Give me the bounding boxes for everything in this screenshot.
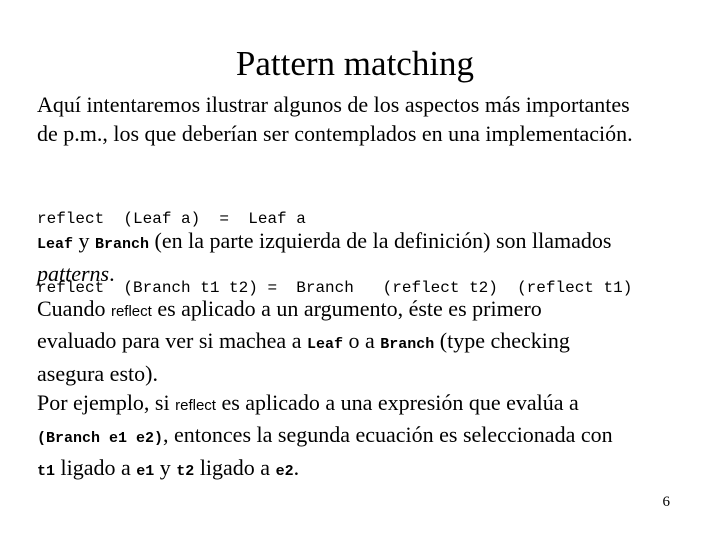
text-segment: asegura esto). xyxy=(37,361,158,386)
intro-line-2: de p.m., los que deberían ser contemplados en una implementación. xyxy=(37,121,633,146)
text-segment: es aplicado a un argumento, éste es primero xyxy=(151,296,542,321)
intro-line-1: Aquí intentaremos ilustrar algunos de los aspectos más importantes xyxy=(37,92,630,117)
code-t2: t2 xyxy=(176,463,195,480)
text-rest: (en la parte izquierda de la definición) son llamados xyxy=(149,228,612,253)
text-segment: . xyxy=(293,455,300,480)
text-segment: (type checking xyxy=(434,328,570,353)
code-e1: e1 xyxy=(136,463,155,480)
code-branch: Branch xyxy=(380,336,435,353)
text-patterns: patterns xyxy=(37,261,110,286)
code-leaf: Leaf xyxy=(306,336,343,353)
patterns-paragraph xyxy=(37,226,697,288)
intro-paragraph xyxy=(37,90,697,148)
text-segment: ligado a xyxy=(194,455,276,480)
code-expression: (Branch e1 e2) xyxy=(37,430,164,447)
code-t1: t1 xyxy=(37,463,56,480)
text-segment: , entonces la segunda ecuación es seleccionada con xyxy=(163,422,613,447)
cuando-paragraph xyxy=(37,294,697,486)
text-segment: o a xyxy=(342,328,381,353)
text-segment: Por ejemplo, si xyxy=(37,390,176,415)
code-e2: e2 xyxy=(275,463,294,480)
slide-title: Pattern matching xyxy=(235,44,475,83)
text-y: y xyxy=(73,228,96,253)
text-segment: evaluado para ver si machea a xyxy=(37,328,307,353)
text-segment: es aplicado a una expresión que evalúa a xyxy=(215,390,579,415)
text-cuando: Cuando xyxy=(37,296,111,321)
code-reflect: reflect xyxy=(110,303,152,320)
code-reflect: reflect xyxy=(175,397,216,414)
text-segment: ligado a xyxy=(55,455,137,480)
page-number: 6 xyxy=(662,494,670,510)
code-branch: Branch xyxy=(95,236,150,253)
text-dot: . xyxy=(109,261,115,286)
text-segment: y xyxy=(154,455,177,480)
code-line-1: reflect (Leaf a) = Leaf a xyxy=(37,210,306,228)
code-line-2: reflect (Branch t1 t2) = Branch (reflect t2) (reflect t1) xyxy=(37,279,633,297)
code-leaf: Leaf xyxy=(37,236,74,253)
